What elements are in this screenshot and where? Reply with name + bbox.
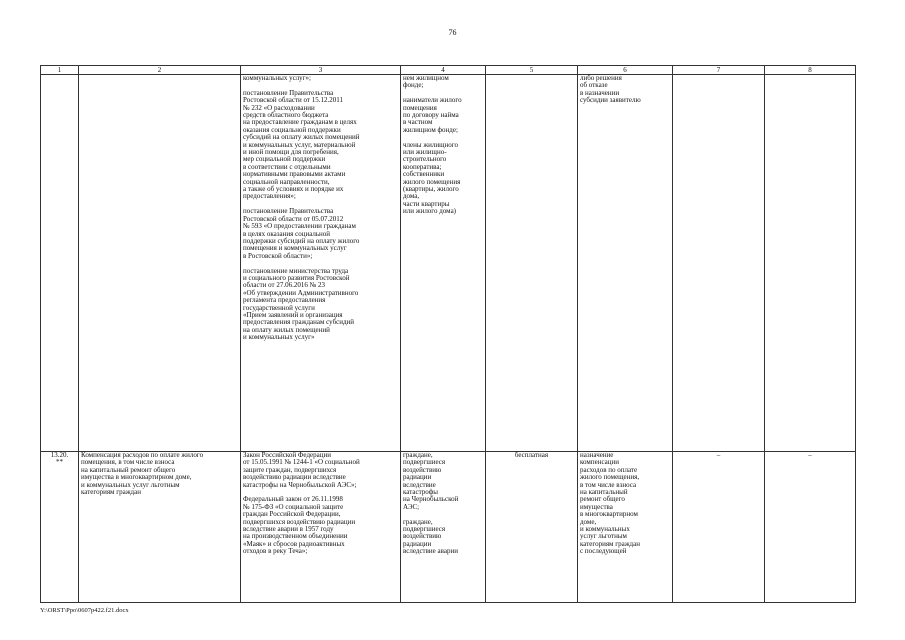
- text-line: строительного: [403, 155, 447, 164]
- text-line: области от 27.06.2016 № 23: [243, 281, 326, 290]
- text-line: и коммунальных услуг»: [243, 333, 315, 342]
- text-line: постановление Правительства: [243, 88, 334, 97]
- text-line: кооператива;: [403, 162, 442, 171]
- text-line: Закон Российской Федерации: [243, 451, 331, 459]
- column-header: 2: [79, 66, 241, 75]
- text-line: в том числе взноса: [580, 480, 637, 489]
- text-line: на производственном объединении: [243, 532, 348, 541]
- text-line: компенсации: [580, 458, 619, 467]
- text-line: помещения: [403, 103, 437, 112]
- cell-recipients: [401, 452, 486, 603]
- cell-col7: [673, 75, 765, 452]
- cell-col7: –: [673, 452, 765, 603]
- text-line: постановление Правительства: [243, 207, 334, 216]
- text-line: помещения и коммунальных услуг: [243, 244, 347, 253]
- text-line: а также об условиях и порядке их: [243, 185, 344, 194]
- text-line: категориям граждан: [580, 539, 640, 548]
- text-line: регламента предоставления: [243, 296, 326, 305]
- column-header: 1: [41, 66, 79, 75]
- text-line: в многоквартирном: [580, 510, 638, 519]
- text-line: жилищном фонде;: [403, 125, 458, 134]
- text-line: предоставления»;: [243, 192, 296, 201]
- text-line: от 15.05.1991 № 1244-1 «О социальной: [243, 458, 360, 467]
- text-line: нем жилищном: [403, 74, 449, 82]
- text-line: на Чернобыльской: [403, 495, 459, 504]
- text-line: в назначении: [580, 88, 620, 97]
- text-line: или жилого дома): [403, 207, 457, 216]
- text-line: и коммунальных услуг льготным: [81, 480, 180, 489]
- text-line: (квартиры, жилого: [403, 185, 459, 194]
- cell-col8: –: [765, 452, 856, 603]
- footer-file-path: Y:\ORST\Ppo\0607p422.f21.docx: [40, 607, 129, 614]
- text-line: имущества: [580, 502, 613, 511]
- column-header: 5: [486, 66, 578, 75]
- text-line: об отказе: [580, 81, 608, 90]
- text-line: доме,: [580, 517, 597, 526]
- text-line: **: [56, 458, 63, 467]
- text-line: и социального развития Ростовской: [243, 273, 350, 282]
- text-line: Ростовской области от 05.07.2012: [243, 214, 344, 223]
- text-line: фонде;: [403, 81, 424, 90]
- text-line: катастрофы на Чернобыльской АЭС»;: [243, 480, 357, 489]
- text-line: на капитальный ремонт общего: [81, 465, 176, 474]
- text-line: имущества в многоквартирном доме,: [81, 473, 192, 482]
- text-line: отходов в реку Теча»;: [243, 547, 308, 556]
- text-line: № 593 «О предоставлении гражданам: [243, 222, 356, 231]
- table-row: [41, 452, 856, 603]
- text-line: Компенсация расходов по оплате жилого: [81, 451, 204, 459]
- cell-result: [578, 75, 673, 452]
- text-line: наниматели жилого: [403, 96, 462, 105]
- text-line: подвергшиеся: [403, 525, 446, 534]
- text-line: на оплату жилых помещений: [243, 325, 330, 334]
- text-line: «Прием заявлений и организация: [243, 310, 343, 319]
- text-line: радиации: [403, 473, 432, 482]
- text-line: категориям граждан: [81, 488, 141, 497]
- cell-legal-basis: [241, 75, 401, 452]
- text-line: предоставления гражданам субсидий: [243, 318, 355, 327]
- cell-col8: [765, 75, 856, 452]
- text-line: услуг льготным: [580, 532, 627, 541]
- text-line: «Об утверждении Административного: [243, 288, 359, 297]
- text-line: вследствие аварии: [403, 547, 458, 556]
- text-line: воздействию радиации вследствие: [243, 473, 346, 482]
- text-line: средств областного бюджета: [243, 111, 329, 120]
- text-line: граждане,: [403, 517, 433, 526]
- text-line: Федеральный закон от 26.11.1998: [243, 495, 343, 504]
- text-line: жилого помещения: [403, 177, 461, 186]
- text-line: в соответствии с отдельными: [243, 162, 331, 171]
- column-header: 8: [765, 66, 856, 75]
- text-line: дома,: [403, 192, 420, 201]
- text-line: и коммунальных услуг, материальной: [243, 140, 356, 149]
- text-line: катастрофы: [403, 488, 438, 497]
- text-line: на предоставление гражданам в целях: [243, 118, 357, 127]
- text-line: или жилищно-: [403, 148, 447, 157]
- text-line: государственной услуги: [243, 303, 315, 312]
- text-line: защите граждан, подвергшихся: [243, 465, 337, 474]
- text-line: 13.20.: [50, 451, 69, 459]
- text-line: «Маяк» и сбросов радиоактивных: [243, 539, 345, 548]
- cell-result: [578, 452, 673, 603]
- text-line: радиации: [403, 539, 432, 548]
- text-line: в целях оказания социальной: [243, 229, 331, 238]
- table-row: [41, 75, 856, 452]
- text-line: коммунальных услуг»;: [243, 74, 311, 82]
- text-line: либо решения: [580, 74, 622, 82]
- page-number: 76: [448, 28, 457, 37]
- text-line: вследствие аварии в 1957 году: [243, 525, 334, 534]
- text-line: по договору найма: [403, 111, 459, 120]
- text-line: поддержки субсидий на оплату жилого: [243, 236, 360, 245]
- cell-cost: [486, 75, 578, 452]
- text-line: собственники: [403, 170, 445, 179]
- text-line: АЭС;: [403, 502, 420, 511]
- text-line: жилого помещения,: [580, 473, 640, 482]
- text-line: на капитальный: [580, 488, 628, 497]
- column-header: 7: [673, 66, 765, 75]
- text-line: социальной направленности,: [243, 177, 330, 186]
- text-line: подвергшиеся: [403, 458, 446, 467]
- cell-cost: бесплатная: [486, 452, 578, 603]
- text-line: расходов по оплате: [580, 465, 638, 474]
- cell-recipients: [401, 75, 486, 452]
- text-line: мер социальной поддержки: [243, 155, 326, 164]
- text-line: помещения, в том числе взноса: [81, 458, 175, 467]
- cell-service-name: [79, 452, 241, 603]
- text-line: с последующей: [580, 547, 627, 556]
- text-line: воздействию: [403, 465, 442, 474]
- column-header: 4: [401, 66, 486, 75]
- cell-legal-basis: [241, 452, 401, 603]
- text-line: и коммунальных: [580, 525, 630, 534]
- text-line: назначение: [580, 451, 614, 459]
- text-line: граждане,: [403, 451, 433, 459]
- text-line: в частном: [403, 118, 433, 127]
- text-line: № 175-ФЗ «О социальной защите: [243, 502, 344, 511]
- text-line: воздействию: [403, 532, 442, 541]
- text-line: члены жилищного: [403, 140, 458, 149]
- text-line: граждан Российской Федерации,: [243, 510, 341, 519]
- column-header: 3: [241, 66, 401, 75]
- column-header: 6: [578, 66, 673, 75]
- text-line: вследствие: [403, 480, 436, 489]
- text-line: субсидии заявителю: [580, 96, 641, 105]
- text-line: постановление министерства труда: [243, 266, 349, 275]
- cell-number: [41, 452, 79, 603]
- text-line: в Ростовской области»;: [243, 251, 313, 260]
- services-table: [40, 65, 856, 603]
- text-line: нормативными правовыми актами: [243, 170, 346, 179]
- text-line: Ростовской области от 15.12.2011: [243, 96, 343, 105]
- text-line: и иной помощи для погребения,: [243, 148, 339, 157]
- text-line: части квартиры: [403, 199, 450, 208]
- text-line: оказания социальной поддержки: [243, 125, 341, 134]
- cell-service-name: [79, 75, 241, 452]
- cell-number: [41, 75, 79, 452]
- text-line: субсидий на оплату жилых помещений: [243, 133, 360, 142]
- text-line: ремонт общего: [580, 495, 625, 504]
- text-line: № 232 «О расходовании: [243, 103, 315, 112]
- text-line: подвергшихся воздействию радиации: [243, 517, 356, 526]
